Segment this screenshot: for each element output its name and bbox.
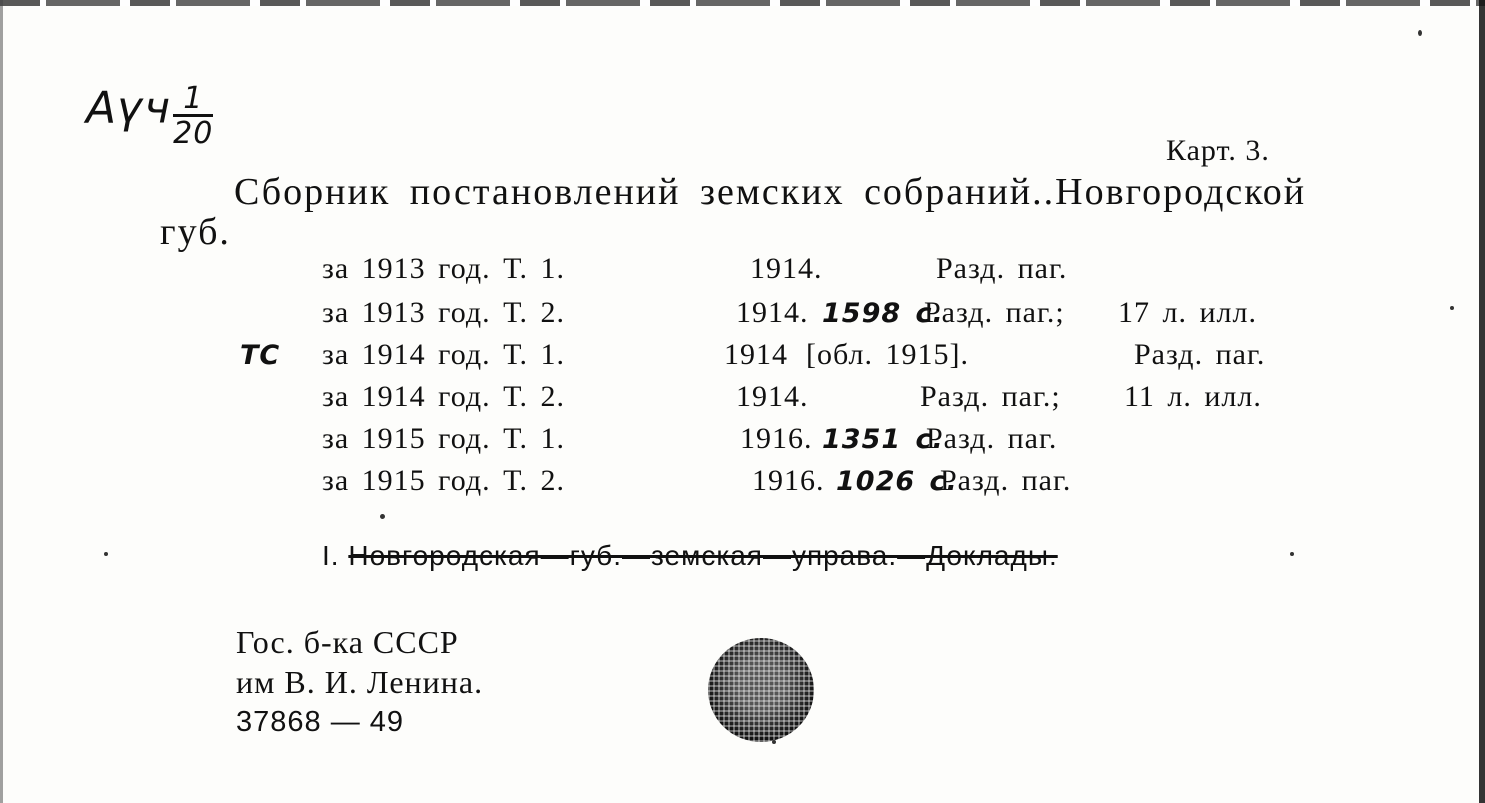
volume-pagination: Разд. паг. bbox=[936, 252, 1068, 285]
volume-pagination: Разд. паг. bbox=[940, 464, 1072, 497]
volume-row bbox=[322, 380, 565, 414]
volume-illustrations: 11 л. илл. bbox=[1124, 380, 1262, 413]
volume-handwritten-pages: 1598 с. bbox=[822, 298, 944, 329]
volume-text: за 1915 год. Т. 2. bbox=[322, 464, 565, 497]
library-stamp bbox=[236, 622, 483, 742]
volume-text: за 1914 год. Т. 1. bbox=[322, 338, 565, 371]
shelf-mark-prefix: Аүч bbox=[86, 82, 172, 134]
volume-text: за 1914 год. Т. 2. bbox=[322, 380, 565, 413]
library-dedication: им В. И. Ленина. bbox=[236, 664, 484, 700]
volume-row bbox=[322, 252, 565, 286]
subject-heading: Новгородская—губ.—земская—управа.—Доклады. bbox=[348, 540, 1058, 571]
volume-illustrations: 17 л. илл. bbox=[1118, 296, 1257, 329]
volume-pagination: Разд. паг.; bbox=[924, 296, 1065, 329]
volume-text: за 1913 год. Т. 2. bbox=[322, 296, 565, 329]
shelf-mark bbox=[86, 78, 214, 151]
volume-pagination: Разд. паг. bbox=[1134, 338, 1266, 371]
volume-handwritten-pages: 1026 с. bbox=[836, 466, 958, 497]
scan-speck bbox=[380, 514, 385, 519]
shelf-mark-denominator: 20 bbox=[173, 116, 214, 151]
volume-row bbox=[322, 464, 565, 498]
volume-year: 1914. bbox=[750, 252, 823, 285]
volume-row bbox=[322, 338, 565, 372]
library-name: Гос. б-ка СССР bbox=[236, 624, 459, 660]
volume-pagination: Разд. паг. bbox=[926, 422, 1058, 455]
card-number: Карт. 3. bbox=[1166, 134, 1270, 167]
shelf-mark-numerator: 1 bbox=[173, 84, 213, 117]
shelf-mark-fraction bbox=[173, 81, 214, 151]
scan-speck bbox=[104, 552, 108, 556]
volume-cover-note: [обл. 1915]. bbox=[806, 338, 969, 371]
scan-speck bbox=[1418, 30, 1422, 36]
card-left-edge bbox=[0, 0, 3, 803]
volume-handwritten-pages: 1351 с. bbox=[822, 424, 944, 455]
library-print-number: 37868 — 49 bbox=[236, 706, 405, 738]
volume-row bbox=[322, 296, 565, 330]
volume-pagination: Разд. паг.; bbox=[920, 380, 1061, 413]
card-punch-hole bbox=[708, 638, 814, 742]
volume-year: 1914 bbox=[724, 338, 788, 371]
card-right-edge bbox=[1479, 0, 1485, 803]
handwritten-mark: ТС bbox=[240, 340, 281, 371]
volume-year: 1914. bbox=[736, 296, 809, 329]
volume-text: за 1915 год. Т. 1. bbox=[322, 422, 565, 455]
volume-row bbox=[322, 422, 565, 456]
volume-text: за 1913 год. Т. 1. bbox=[322, 252, 565, 285]
volume-year: 1916. bbox=[752, 464, 825, 497]
scan-speck bbox=[772, 740, 776, 744]
scan-speck bbox=[1450, 306, 1454, 310]
subject-heading-row bbox=[322, 540, 1058, 572]
title-line-2: губ. bbox=[160, 211, 231, 253]
title-line-1: Сборник постановлений земских собраний..Новгородской bbox=[234, 171, 1307, 213]
scan-speck bbox=[1290, 552, 1294, 556]
card-top-edge bbox=[0, 0, 1485, 6]
volume-year: 1914. bbox=[736, 380, 809, 413]
volume-year: 1916. bbox=[740, 422, 813, 455]
subject-number: I. bbox=[322, 540, 340, 571]
